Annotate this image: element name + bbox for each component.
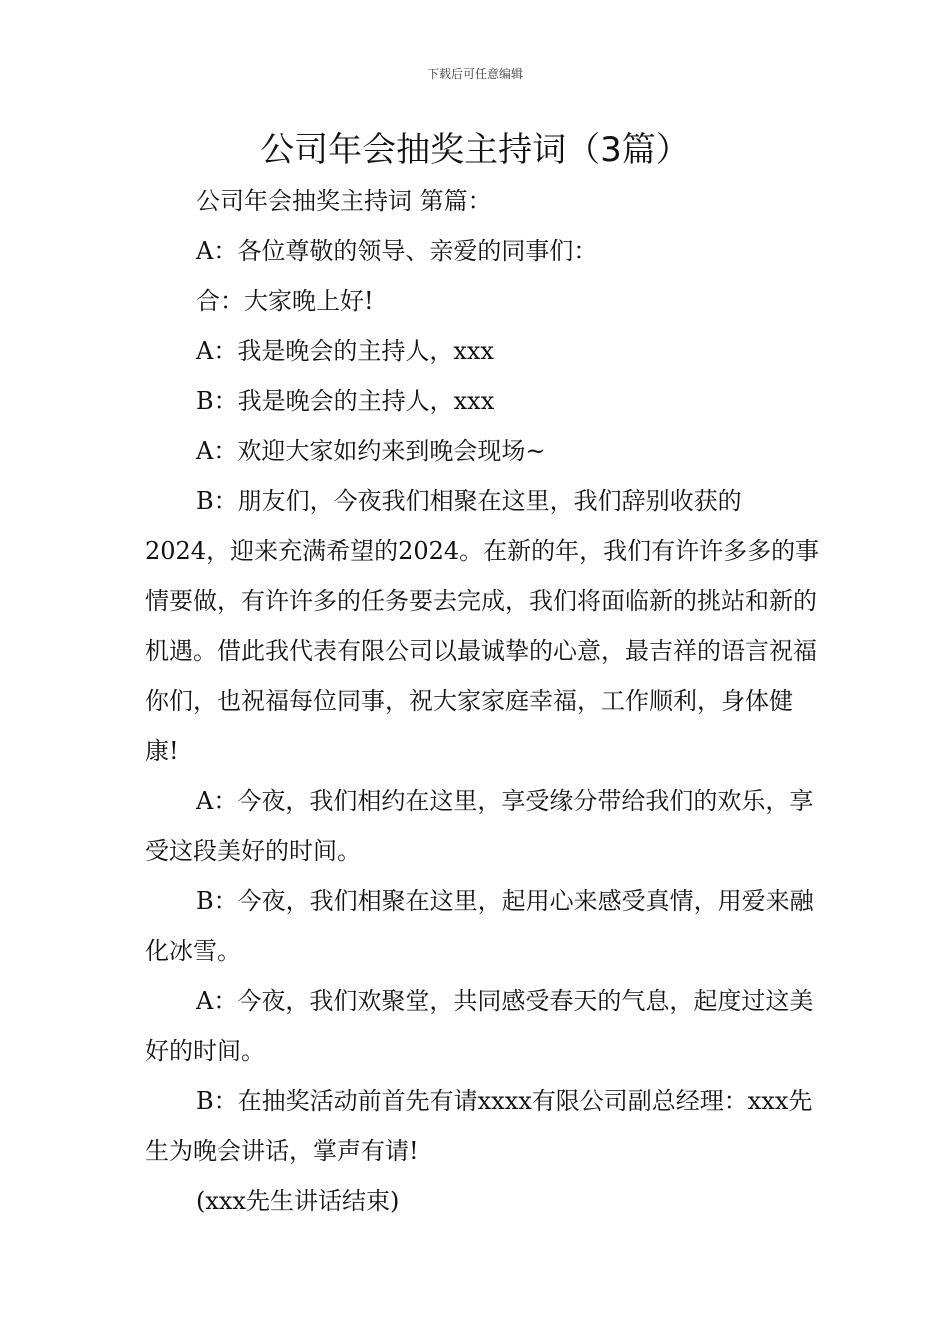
header-note: 下载后可任意编辑 [426, 67, 523, 81]
document-title: 公司年会抽奖主持词（3篇） [260, 130, 690, 170]
paragraph-dialogue: B：朋友们，今夜我们相聚在这里，我们辞别收获的2024，迎来充满希望的2024。在新的年，我们有许许多多的事情要做，有许许多的任务要去完成，我们将面临新的挑站和新的机遇。借此我代表有限公司以最诚挚的心意，最吉祥的语言祝福你们，也祝福每位同事，祝大家家庭幸福，工作顺利，身体健康! [145, 487, 820, 765]
paragraph-dialogue: A：今夜，我们相约在这里，享受缘分带给我们的欢乐，享受这段美好的时间。 [145, 787, 814, 865]
paragraph-dialogue: A：我是晚会的主持人，xxx [196, 337, 494, 365]
paragraph-dialogue: B：我是晚会的主持人，xxx [196, 387, 495, 415]
document-body [145, 176, 825, 1226]
paragraph-dialogue: A：欢迎大家如约来到晚会现场~ [196, 437, 546, 465]
paragraph-dialogue: A：各位尊敬的领导、亲爱的同事们： [196, 237, 598, 265]
paragraph-dialogue: B：在抽奖活动前首先有请xxxx有限公司副总经理：xxx先生为晚会讲话，掌声有请! [145, 1087, 813, 1165]
paragraph-dialogue: 合：大家晚上好! [196, 287, 374, 315]
paragraph-subtitle: 公司年会抽奖主持词 第篇： [196, 187, 492, 215]
paragraph-stage-note: (xxx先生讲话结束) [196, 1187, 400, 1215]
paragraph-dialogue: B：今夜，我们相聚在这里，起用心来感受真情，用爱来融化冰雪。 [145, 887, 814, 965]
paragraph-dialogue: A：今夜，我们欢聚堂，共同感受春天的气息，起度过这美好的时间。 [145, 987, 814, 1065]
